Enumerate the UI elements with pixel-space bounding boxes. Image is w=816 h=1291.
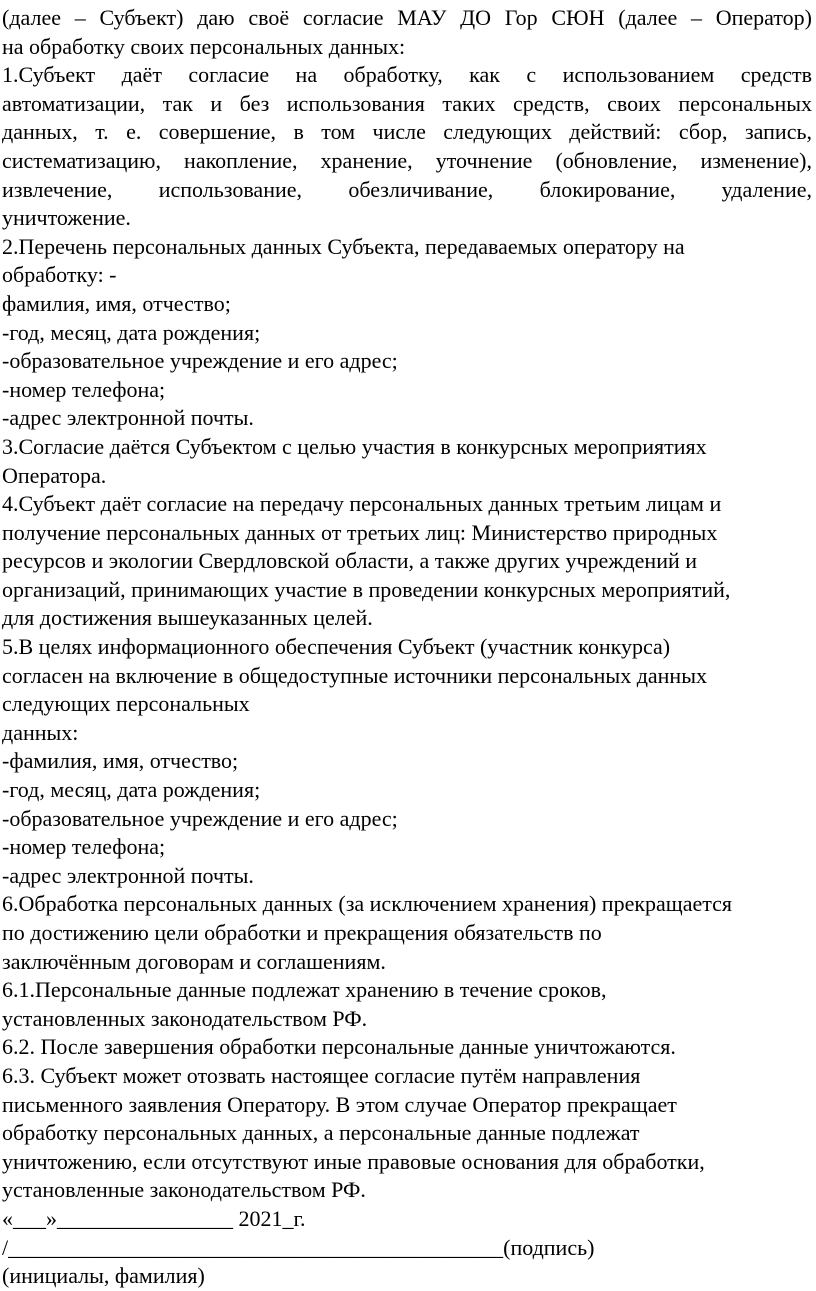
document-line: данных, т. е. совершение, в том числе следующих действий: сбор, запись,	[2, 119, 812, 145]
document-line: -номер телефона;	[2, 834, 166, 860]
document-line: Оператора.	[2, 462, 107, 488]
document-line: установленных законодательством РФ.	[2, 1005, 368, 1031]
document-line: установленные законодательством РФ.	[2, 1177, 366, 1203]
document-line: данных:	[2, 719, 79, 745]
signature-label: (подпись)	[503, 1234, 595, 1260]
document-line: -год, месяц, дата рождения;	[2, 777, 261, 803]
signature-line	[2, 1234, 812, 1263]
document-line: -номер телефона;	[2, 376, 166, 402]
document-line: извлечение, использование, обезличивание, блокирование, удаление,	[2, 176, 812, 202]
signature-blank: _____________________________________________	[8, 1234, 504, 1260]
document-line: для достижения вышеуказанных целей.	[2, 605, 373, 631]
document-line: -адрес электронной почты.	[2, 862, 254, 888]
document-line: 6.1.Персональные данные подлежат хранению в течение сроков,	[2, 977, 607, 1003]
date-month-blank: ________________	[57, 1205, 233, 1231]
document-line: получение персональных данных от третьих лиц: Министерство природных	[2, 519, 718, 545]
date-close-quote: »	[46, 1205, 57, 1231]
document-line: ресурсов и экологии Свердловской области, а также других учреждений и	[2, 548, 698, 574]
document-line: обработку: -	[2, 262, 117, 288]
date-open-quote: «	[2, 1205, 13, 1231]
date-day-blank: ___	[13, 1205, 46, 1231]
document-line: 6.Обработка персональных данных (за исключением хранения) прекращается	[2, 891, 733, 917]
document-line: (далее – Субъект) даю своё согласие МАУ ДО Гор СЮН (далее – Оператор)	[2, 5, 812, 30]
document-line: -год, месяц, дата рождения;	[2, 319, 261, 345]
document-body	[2, 4, 812, 1205]
document-line: по достижению цели обработки и прекращения обязательств по	[2, 920, 602, 945]
signature-slash: /	[2, 1234, 9, 1260]
document-line: фамилия, имя, отчество;	[2, 290, 231, 316]
document-line: на обработку своих персональных данных:	[2, 33, 406, 59]
document-line: систематизацию, накопление, хранение, уточнение (обновление, изменение),	[2, 147, 812, 173]
document-line: уничтожение.	[2, 205, 131, 231]
document-line: автоматизации, так и без использования таких средств, своих персональных	[2, 90, 812, 116]
document-line: -адрес электронной почты.	[2, 405, 254, 431]
document-line: обработку персональных данных, а персональные данные подлежат	[2, 1120, 640, 1146]
document-line: 6.2. После завершения обработки персональные данные уничтожаются.	[2, 1034, 676, 1060]
document-line: 3.Согласие даётся Субъектом с целью участия в конкурсных мероприятиях	[2, 433, 707, 459]
document-line: следующих персональных	[2, 691, 250, 717]
document-line: -образовательное учреждение и его адрес;	[2, 348, 398, 374]
document-line: 5.В целях информационного обеспечения Субъект (участник конкурса)	[2, 634, 671, 660]
document-line: 6.3. Субъект может отозвать настоящее согласие путём направления	[2, 1062, 641, 1088]
document-line: -фамилия, имя, отчество;	[2, 748, 239, 774]
date-year: 2021	[233, 1205, 283, 1231]
document-line: 4.Субъект даёт согласие на передачу персональных данных третьим лицам и	[2, 491, 722, 517]
document-line: 2.Перечень персональных данных Субъекта, передаваемых оператору на	[2, 233, 685, 259]
document-line: -образовательное учреждение и его адрес;	[2, 805, 398, 831]
document-line: согласен на включение в общедоступные источники персональных данных	[2, 662, 707, 688]
document-line: письменного заявления Оператору. В этом случае Оператор прекращает	[2, 1091, 677, 1117]
document-line: организаций, принимающих участие в проведении конкурсных мероприятий,	[2, 576, 731, 602]
date-suffix: г.	[293, 1205, 306, 1231]
document-line: 1.Субъект даёт согласие на обработку, как с использованием средств	[2, 62, 812, 88]
initials-label: (инициалы, фамилия)	[2, 1263, 205, 1289]
document-line: заключённым договорам и соглашениям.	[2, 948, 386, 974]
document-line: уничтожению, если отсутствуют иные правовые основания для обработки,	[2, 1148, 705, 1174]
date-year-blank: _	[282, 1205, 294, 1231]
date-line	[2, 1205, 812, 1234]
